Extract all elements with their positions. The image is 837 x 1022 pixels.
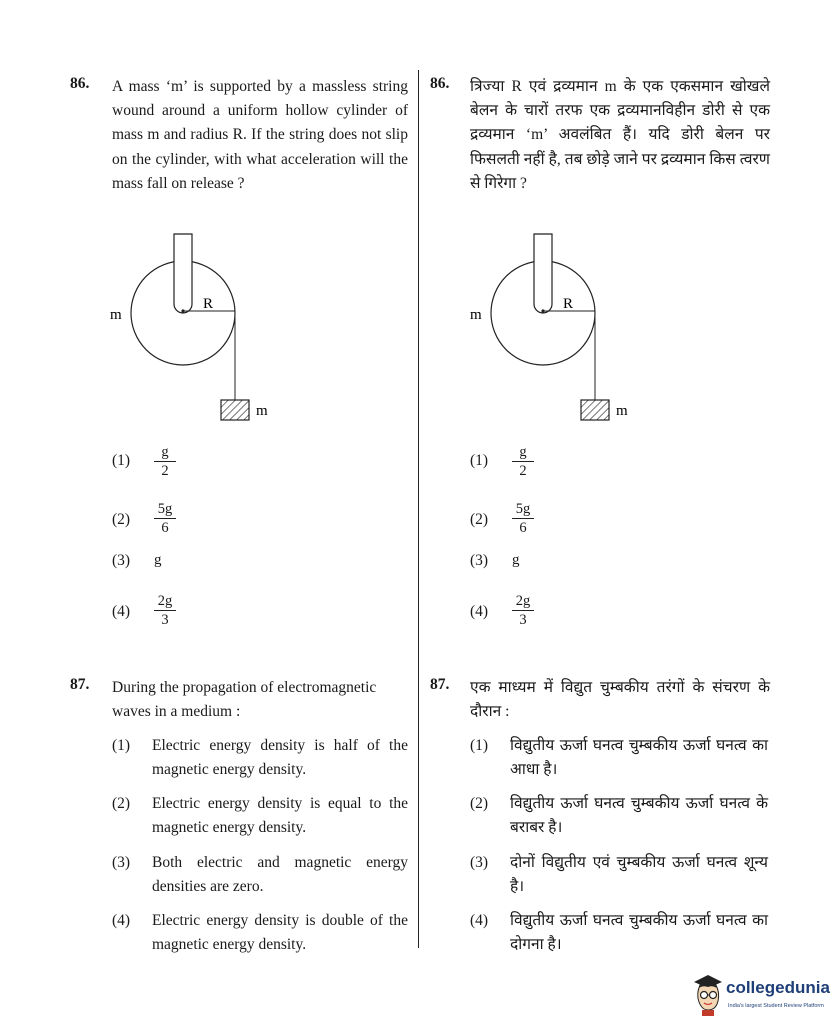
option-number: (4) xyxy=(112,912,131,929)
option-number: (4) xyxy=(470,603,489,620)
numerator: g xyxy=(512,444,534,462)
option-text: Both electric and magnetic energy densities are zero. xyxy=(152,854,408,896)
option-text: दोनों विद्युतीय एवं चुम्बकीय ऊर्जा घनत्व शून्य है। xyxy=(510,854,768,896)
denominator: 6 xyxy=(519,520,527,536)
option-text: विद्युतीय ऊर्जा घनत्व चुम्बकीय ऊर्जा घनत्व का आधा है। xyxy=(510,737,768,779)
option-number: (1) xyxy=(112,737,131,754)
option-number: (2) xyxy=(470,795,489,812)
option-number: (4) xyxy=(112,603,131,620)
collegedunia-logo xyxy=(690,970,830,1020)
option-number: (4) xyxy=(470,912,489,929)
option-text: Electric energy density is double of the magnetic energy density. xyxy=(152,912,408,954)
support-rod xyxy=(534,234,552,313)
denominator: 6 xyxy=(161,520,169,536)
q87-text: During the propagation of electromagnetic waves in a medium : xyxy=(112,679,377,721)
fraction xyxy=(154,444,176,479)
numerator: 2g xyxy=(154,593,176,611)
option-number: (1) xyxy=(470,737,489,754)
block-mass-label: m xyxy=(616,403,628,419)
option-number: (2) xyxy=(112,795,131,812)
option-number: (3) xyxy=(112,552,131,569)
option-value: g xyxy=(154,552,162,568)
option-number: (3) xyxy=(470,854,489,871)
fraction xyxy=(512,501,534,536)
radius-label: R xyxy=(563,296,574,312)
brand-name: collegedunia xyxy=(726,978,830,997)
option-text: विद्युतीय ऊर्जा घनत्व चुम्बकीय ऊर्जा घनत्व का दोगना है। xyxy=(510,912,768,954)
block-mass-label: m xyxy=(256,403,268,419)
hanging-block xyxy=(581,400,609,420)
denominator: 2 xyxy=(161,463,169,479)
q86-text: A mass ‘m’ is supported by a massless string wound around a uniform hollow cylinder of mass m and radius R. If the string does not slip on the cylinder, with what acceleration will the mass fall on release ? xyxy=(112,78,408,192)
option-value: g xyxy=(512,552,520,568)
option-number: (2) xyxy=(112,511,131,528)
numerator: 5g xyxy=(512,501,534,519)
fraction xyxy=(512,444,534,479)
option-number: (1) xyxy=(112,452,131,469)
cylinder-mass-label: m xyxy=(110,307,122,323)
q87-number-hi: 87. xyxy=(430,676,450,693)
option-text: विद्युतीय ऊर्जा घनत्व चुम्बकीय ऊर्जा घनत्व के बराबर है। xyxy=(510,795,768,837)
column-divider xyxy=(418,70,419,948)
brand-tagline: India's largest Student Review Platform xyxy=(728,1003,824,1009)
cylinder-mass-label: m xyxy=(470,307,482,323)
pulley-diagram xyxy=(108,230,328,425)
option-number: (3) xyxy=(470,552,489,569)
q86-text-hi: त्रिज्या R एवं द्रव्यमान m के एक एकसमान खोखले बेलन के चारों तरफ एक द्रव्यमानविहीन डोरी से एक द्रव्यमान ‘m’ अवलंबित हैं। यदि डोरी बेलन पर फिसलती नहीं है, तब छोड़े जाने पर द्रव्यमान किस त्वरण से गिरेगा ? xyxy=(470,78,770,192)
fraction xyxy=(512,593,534,628)
pulley-diagram-hi xyxy=(468,230,688,425)
fraction xyxy=(154,593,176,628)
option-number: (1) xyxy=(470,452,489,469)
numerator: g xyxy=(154,444,176,462)
support-rod xyxy=(174,234,192,313)
fraction xyxy=(154,501,176,536)
denominator: 3 xyxy=(161,612,169,628)
hanging-block xyxy=(221,400,249,420)
denominator: 3 xyxy=(519,612,527,628)
option-number: (3) xyxy=(112,854,131,871)
denominator: 2 xyxy=(519,463,527,479)
numerator: 5g xyxy=(154,501,176,519)
q87-number: 87. xyxy=(70,676,90,693)
option-text: Electric energy density is half of the magnetic energy density. xyxy=(152,737,408,779)
mascot-icon xyxy=(690,972,726,1016)
option-text: Electric energy density is equal to the magnetic energy density. xyxy=(152,795,408,837)
q86-number-hi: 86. xyxy=(430,75,450,92)
option-number: (2) xyxy=(470,511,489,528)
radius-label: R xyxy=(203,296,214,312)
q87-text-hi: एक माध्यम में विद्युत चुम्बकीय तरंगों के संचरण के दौरान : xyxy=(470,679,770,721)
q86-number: 86. xyxy=(70,75,90,92)
numerator: 2g xyxy=(512,593,534,611)
